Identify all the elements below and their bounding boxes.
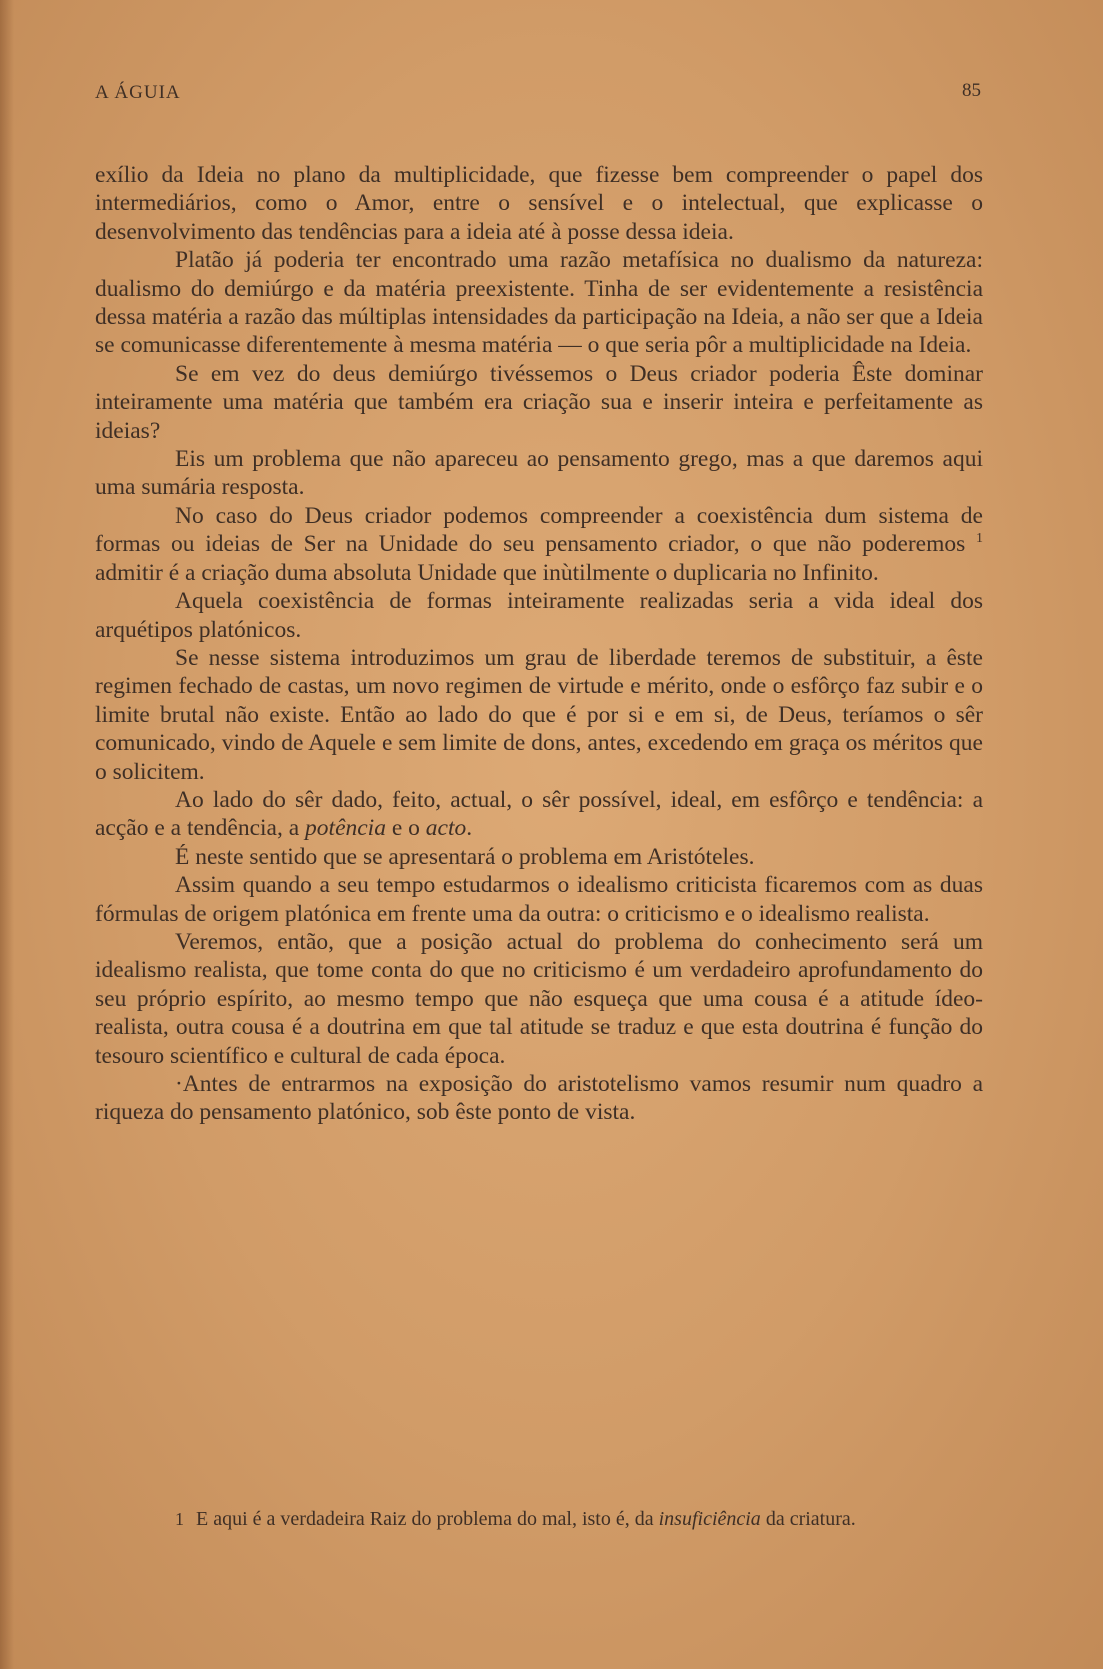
paragraph (95, 928, 983, 1070)
text-run: E aqui é a verdadeira Raiz do problema do mal, isto é, da (196, 1508, 659, 1530)
text-run: exílio da Ideia no plano da multiplicidade, que fizesse bem compreender o papel dos intermediários, como o Amor, entre o sensível e o intelectual, que explicasse o desenvolvimento das tendências para a ideia até à posse dessa ideia. (95, 162, 983, 245)
paragraph (95, 502, 983, 587)
text-run: admitir é a criação duma absoluta Unidade que inùtilmente o duplicaria no Infinito. (95, 559, 879, 586)
text-run: Se nesse sistema introduzimos um grau de liberdade teremos de substituir, a êste regimen fechado de castas, um novo regimen de virtude e mérito, onde o esfôrço faz subir e o limite brutal não existe. Então ao lado do que é por si e em si, de Deus, teríamos o sêr comunicado, vindo de Aquele e sem limite de dons, antes, excedendo em graça os méritos que o solicitem. (95, 644, 983, 785)
text-run: Ao lado do sêr dado, feito, actual, o sêr possível, ideal, em esfôrço e tendência: a acção e a tendência, a (95, 786, 983, 842)
italic-term: acto (425, 815, 467, 842)
text-run: Veremos, então, que a posição actual do problema do conhecimento será um idealismo realista, que tome conta do que no criticismo é um verdadeiro aprofundamento do seu próprio espírito, ao mesmo tempo que não esqueça que uma cousa é a atitude ídeo-realista, outra cousa é a doutrina em que tal atitude se traduz e que esta doutrina é função do tesouro scientífico e cultural de cada época. (95, 928, 983, 1069)
paragraph (95, 445, 983, 502)
italic-term: insuficiência (658, 1508, 761, 1530)
text-run: . (466, 815, 473, 842)
paragraph (95, 587, 983, 644)
text-run: Platão já poderia ter encontrado uma razão metafísica no dualismo da natureza: dualismo do demiúrgo e da matéria preexistente. Tinha de ser evidentemente a resistência dessa matéria a razão das múltiplas intensidades da participação na Ideia, a não ser que a Ideia se comunicasse diferentemente à mesma matéria — o que seria pôr a multiplicidade na Ideia. (95, 247, 983, 359)
paragraph (95, 1070, 983, 1127)
text-run: É neste sentido que se apresentará o problema em Aristóteles. (175, 843, 755, 870)
text-run: ·Antes de entrarmos na exposição do aristotelismo vamos resumir num quadro a riqueza do pensamento platónico, sob êste ponto de vista. (95, 1071, 983, 1126)
text-run: Aquela coexistência de formas inteiramente realizadas seria a vida ideal dos arquétipos platónicos. (95, 588, 983, 643)
paragraph (95, 843, 983, 871)
body-text (95, 161, 983, 1127)
text-run: Se em vez do deus demiúrgo tivéssemos o Deus criador poderia Êste dominar inteiramente uma matéria que também era criação sua e inserir inteira e perfeitamente as ideias? (95, 360, 983, 444)
text-run: da criatura. (760, 1508, 856, 1530)
paragraph (95, 360, 983, 445)
paragraph (95, 246, 983, 360)
paragraph (95, 871, 983, 928)
paragraph (95, 161, 983, 246)
running-head: A ÁGUIA (95, 82, 181, 103)
paragraph (95, 644, 983, 786)
text-run: Assim quando a seu tempo estudarmos o idealismo criticista ficaremos com as duas fórmulas de origem platónica em frente uma da outra: o criticismo e o idealismo realista. (95, 872, 983, 927)
page-binding-shadow (0, 0, 14, 1669)
footnote (95, 1506, 983, 1532)
text-run: e o (385, 815, 426, 842)
italic-term: potência (305, 815, 386, 842)
footnote-marker: 1 (175, 1509, 184, 1529)
footnote-reference: 1 (976, 531, 983, 547)
text-run: No caso do Deus criador podemos compreender a coexistência dum sistema de formas ou ideias de Ser na Unidade do seu pensamento criador, o que não poderemos (95, 502, 983, 558)
page-number: 85 (962, 80, 981, 101)
paragraph (95, 786, 983, 843)
text-run: Eis um problema que não apareceu ao pensamento grego, mas a que daremos aqui uma sumária resposta. (95, 446, 983, 501)
